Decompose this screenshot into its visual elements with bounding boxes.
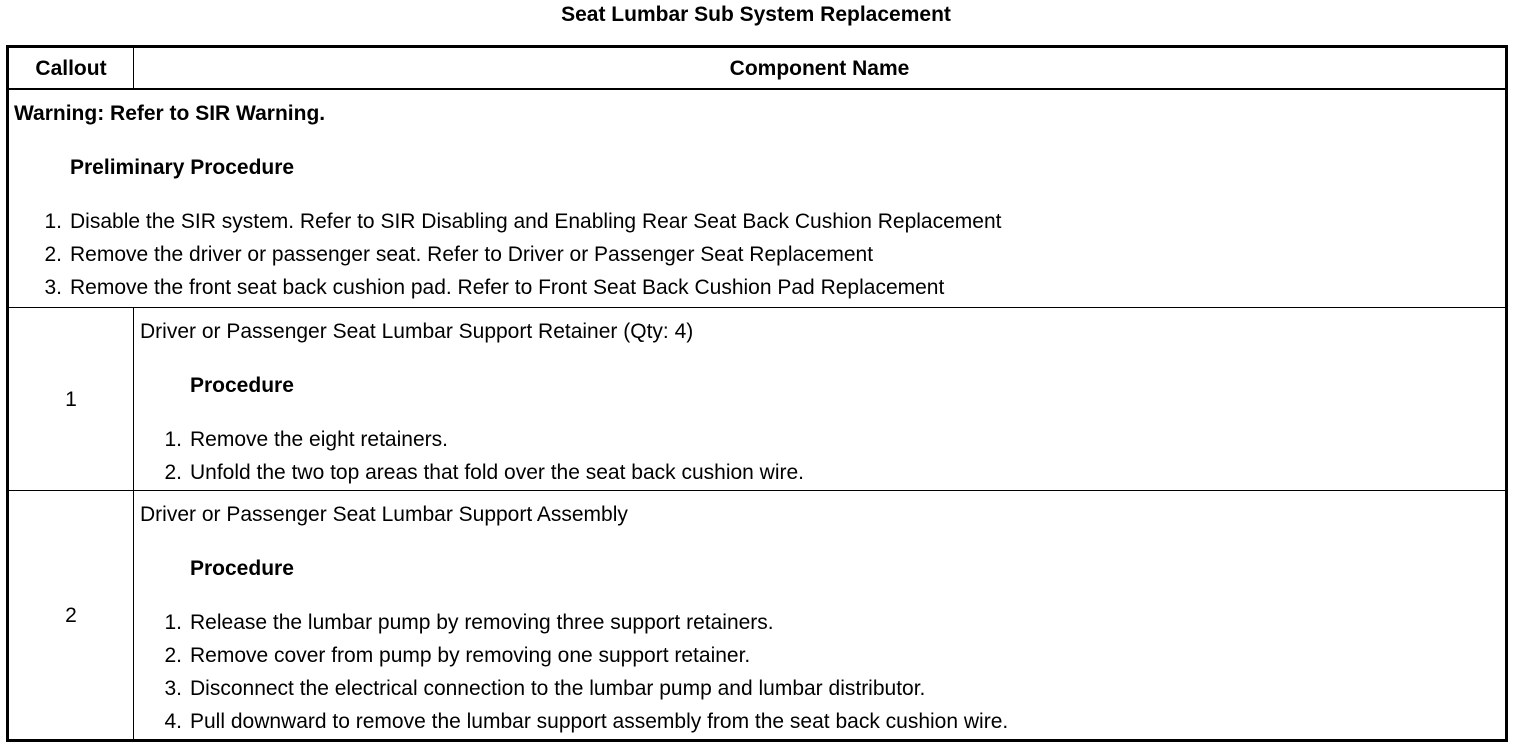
step-number: 3. — [164, 677, 182, 700]
callout-number: 2 — [8, 491, 134, 741]
component-cell — [134, 491, 1507, 741]
step-number: 3. — [44, 276, 62, 299]
list-item — [14, 271, 1500, 304]
list-item — [140, 423, 1499, 456]
step-number: 2. — [164, 461, 182, 484]
callout-number: 1 — [8, 308, 134, 491]
list-item — [140, 705, 1499, 738]
table-row — [8, 491, 1507, 741]
preliminary-procedure-heading: Preliminary Procedure — [70, 156, 295, 179]
preliminary-steps — [14, 205, 1500, 304]
document-title: Seat Lumbar Sub System Replacement — [561, 3, 951, 26]
header-row — [8, 47, 1507, 90]
component-cell — [134, 308, 1507, 491]
list-item — [140, 606, 1499, 639]
step-text: Release the lumbar pump by removing three support retainers. — [190, 611, 774, 634]
step-text: Remove cover from pump by removing one support retainer. — [190, 644, 751, 667]
list-item — [14, 238, 1500, 271]
step-text: Remove the front seat back cushion pad. Refer to Front Seat Back Cushion Pad Replacement — [70, 276, 945, 299]
list-item — [14, 205, 1500, 238]
step-text: Pull downward to remove the lumbar support assembly from the seat back cushion wire. — [190, 710, 1009, 733]
procedure-heading: Procedure — [190, 374, 294, 397]
step-number: 1. — [164, 428, 182, 451]
step-number: 2. — [164, 644, 182, 667]
list-item — [140, 456, 1499, 489]
procedure-steps — [140, 606, 1499, 738]
list-item — [140, 639, 1499, 672]
list-item — [140, 672, 1499, 705]
step-text: Remove the driver or passenger seat. Refer to Driver or Passenger Seat Replacement — [70, 243, 874, 266]
component-table — [6, 45, 1508, 742]
step-number: 4. — [164, 710, 182, 733]
step-text: Disconnect the electrical connection to the lumbar pump and lumbar distributor. — [190, 677, 926, 700]
component-name-header: Component Name — [134, 47, 1507, 90]
warning-row — [8, 89, 1507, 308]
step-number: 1. — [164, 611, 182, 634]
table-row — [8, 308, 1507, 491]
step-number: 1. — [44, 210, 62, 233]
step-number: 2. — [44, 243, 62, 266]
sir-warning: Warning: Refer to SIR Warning. — [14, 102, 326, 125]
step-text: Disable the SIR system. Refer to SIR Disabling and Enabling Rear Seat Back Cushion Replacement — [70, 210, 1002, 233]
step-text: Unfold the two top areas that fold over the seat back cushion wire. — [190, 461, 805, 484]
procedure-steps — [140, 423, 1499, 489]
procedure-heading: Procedure — [190, 557, 294, 580]
component-name: Driver or Passenger Seat Lumbar Support Retainer (Qty: 4) — [140, 320, 694, 343]
callout-header: Callout — [8, 47, 134, 90]
step-text: Remove the eight retainers. — [190, 428, 448, 451]
warning-cell — [8, 89, 1507, 308]
component-name: Driver or Passenger Seat Lumbar Support Assembly — [140, 503, 628, 526]
